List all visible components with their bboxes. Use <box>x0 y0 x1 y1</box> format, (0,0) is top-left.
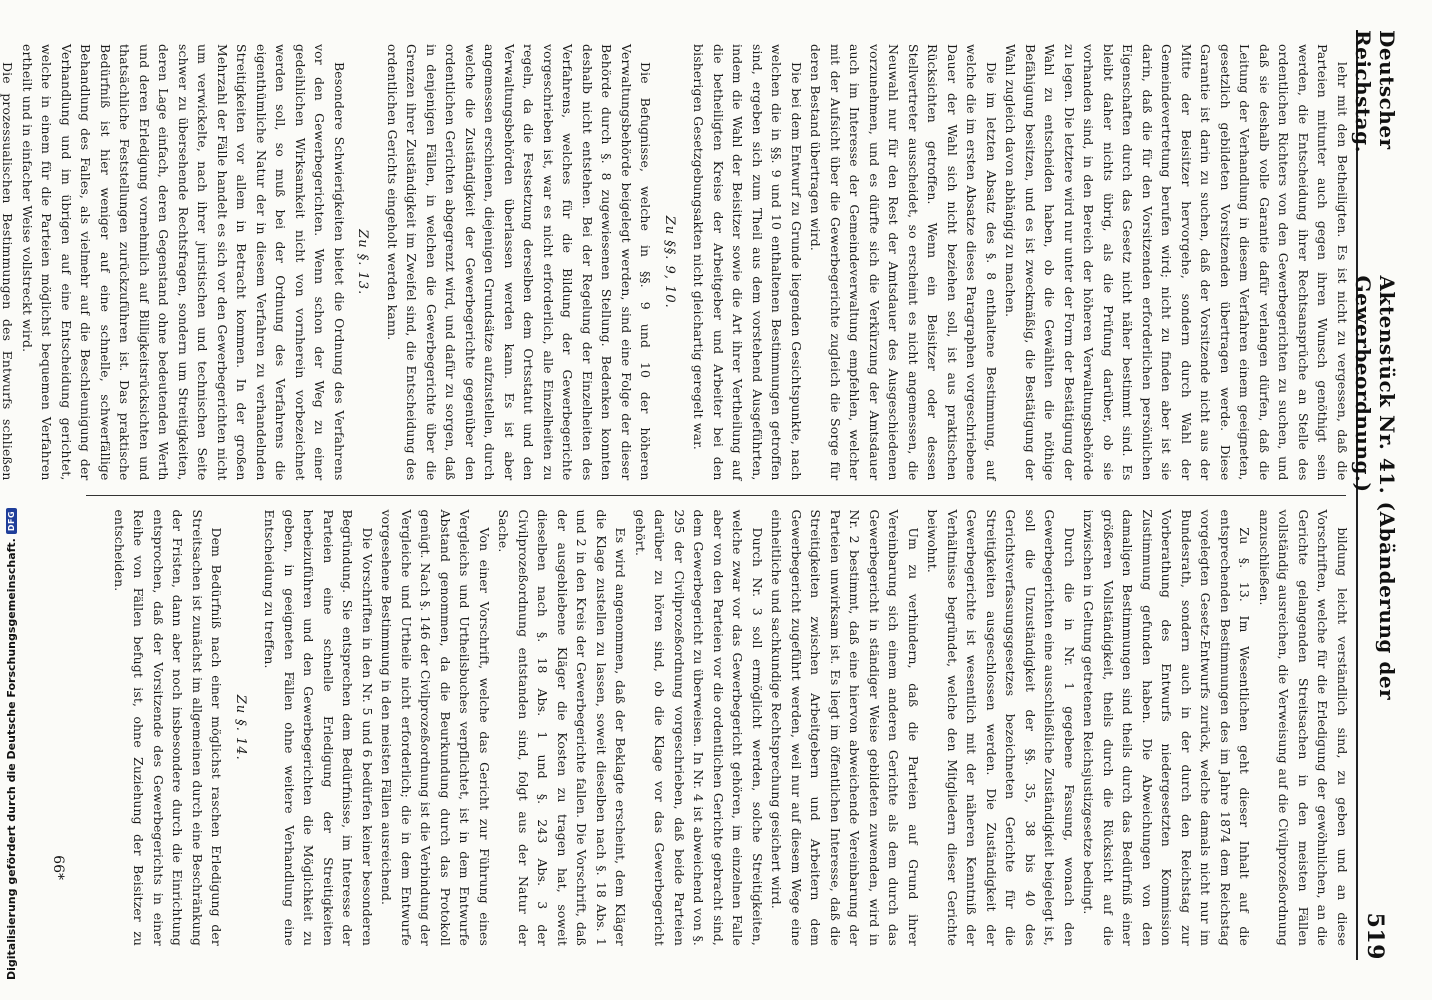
header-left-title: Deutscher Reichstag. <box>1351 30 1399 154</box>
right-column <box>46 496 1352 961</box>
page-header <box>1351 30 1399 960</box>
paragraph: Die prozessualischen Bestimmungen des Entwurfs schließen <box>0 62 16 481</box>
digitization-credit <box>2 20 18 980</box>
paragraph: lehr mit den Betheiligten. Es ist nicht zu vergessen, daß die Parteien mitunter auch gegen ihren Wunsch genöthigt sein werden, die Entscheidung ihrer Rechtsansprüche an Stelle des ordentlichen Richters von den Gewerbegerichten zu suchen, und daß sie deshalb volle Garantie dafür verlangen dürfen, daß die Leitung der Verhandlung in diesem Verfahren einem geeigneten, gesetzlich gebildeten Vorsitzenden übertragen werde. Diese Garantie ist darin zu suchen, daß der Vorsitzende nicht aus der Mitte der Beisitzer hervorgehe, sondern durch Wahl der Gemeindevertretung berufen wird; nicht zu finden aber ist sie darin, daß die für den Vorsitzenden erforderlichen persönlichen Eigenschaften durch das Gesetz nicht näher bestimmt sind. Es bleibt daher nichts übrig, als die Prüfung darüber, ob sie vorhanden sind, in den Bereich der höheren Verwaltungsbehörde zu legen. Die letztere wird nur unter der Form der Bestätigung der Wahl zu entscheiden haben, ob die Gewählten die nöthige Befähigung besitzen, und es ist zweckmäßig, die Bestätigung der Wahl zugleich davon abhängig zu machen. <box>1003 44 1350 481</box>
paragraph: Die im letzten Absatz des §. 8 enthaltene Bestimmung, auf welche die im ersten Absatze dieses Paragraphen vorgeschriebene Dauer der Wahl sich nicht beziehen soll, ist aus praktischen Rücksichten getroffen. Wenn ein Beisitzer oder dessen Stellvertreter ausscheidet, so erscheint es nicht angemessen, die Neuwahl nur für den Rest der Amtsdauer des Ausgeschiedenen vorzunehmen, und es dürfte sich die Verkürzung der Amtsdauer auch im Interesse der Gemeindeverwaltung empfehlen, welcher mit der Aufsicht über die Gewerbegerichte zugleich die Sorge für deren Bestand übertragen wird. <box>808 44 999 481</box>
section-heading: Zu §. 13. <box>355 229 371 296</box>
page-number: 519 <box>1362 912 1388 960</box>
paragraph: Besondere Schwierigkeiten bietet die Ordnung des Verfahrens vor den Gewerbegerichten. Wenn schon der Weg zu einer gedeihlichen Wirksamkeit nicht von vornherein vorbezeichnet werden soll, so muß bei der Ordnung des Verfahrens die eigenthümliche Natur der in diesem Verfahren zu verhandelnden Streitigkeiten vor allem in Betracht kommen. In der großen Mehrzahl der Fälle handelt es sich vor den Gewerbegerichten nicht um verwickelte, nach ihrer juristischen und technischen Seite schwer zu übersehende Rechtsfragen, sondern um Streitigkeiten, deren Lage einfach, deren Gegenstand ohne bedeutenden Werth und deren Erledigung vornehmlich auf Billigkeitsrücksichten und thatsächliche Feststellungen zurückzuführen ist. Das praktische Bedürfniß ist hier weniger auf eine schnelle, schwerfällige Behandlung des Falles, als vielmehr auf die Beschleunigung der Verhandlung und im übrigen auf eine Entscheidung gerichtet, welche in einem für die Parteien möglichst bequemen Verfahren ertheilt und in einfacher Weise vollstreckt wird. <box>20 44 347 481</box>
section-heading: Zu §§. 9, 10. <box>662 215 677 309</box>
signature-mark: 66* <box>50 855 66 880</box>
paragraph: Von einer Vorschrift, welche das Gericht zur Führung eines Vergleichs und Urtheilsbuches verpflichtet, ist in dem Entwurfe Abstand genommen, da die Beurkundung durch das Protokoll genügt. Nach §. 146 der Civilprozeßordnung ist die Verbindung der Vergleiche und Urtheile nicht erforderlich; die in dem Entwurfe vorgesehene Bestimmung in den meisten Fällen ausreichend. <box>379 509 492 946</box>
paragraph: bildung leicht verständlich sind, zu geben und an diese Vorschriften, welche für die Erledigung der gewöhnlichen, an die Gerichte gelangenden Streitsachen in den meisten Fällen vollständig ausreichen, die Verweisung auf die Civilprozeßordnung anzuschließen. <box>1257 509 1350 946</box>
header-right-title: Aktenstück Nr. 41. (Abänderung der Gewerbeordnung.) <box>1351 275 1399 701</box>
paragraph: Die Vorschriften in den Nr. 5 und 6 bedürfen keiner besonderen Begründung. Sie entsprechen dem Bedürfnisse, im Interesse der Parteien eine schnelle Erledigung der Streitigkeiten herbeizuführen und den Gewerbegerichten die Möglichkeit zu geben, in geeigneten Fällen ohne weitere Verhandlung eine Entscheidung zu treffen. <box>262 509 375 946</box>
paragraph: Durch Nr. 3 soll ermöglicht werden, solche Streitigkeiten, welche zwar vor das Gewerbegericht gehören, im einzelnen Falle aber von den Parteien vor die ordentlichen Gerichte gebracht sind, dem Gewerbegericht zu überweisen. In Nr. 4 ist abweichend von §. 295 der Civilprozeßordnung vorgeschrieben, daß beide Parteien darüber zu hören sind, ob die Klage vor das Gewerbegericht gehört. <box>633 509 765 946</box>
left-column <box>0 30 1352 495</box>
section-heading: Zu §. 14. <box>233 694 248 761</box>
dfg-logo-icon: DFG <box>6 508 17 534</box>
paragraph: Die bei dem Entwurf zu Grunde liegenden Gesichtspunkte, nach welchen die in §§. 9 und 10 enthaltenen Bestimmungen getroffen sind, ergeben sich zum Theil aus dem vorstehend Ausgeführten, indem die Wahl der Beisitzer sowie die Art ihrer Vertheilung auf die betheiligten Kreise der Arbeitgeber und Arbeiter bei den bisherigen Gesetzgebungsakten nicht gleichartig geregelt war. <box>691 44 804 481</box>
paragraph: Durch die in Nr. 1 gegebene Fassung, wonach den Gewerbegerichten eine ausschließliche Zuständigkeit beigelegt ist, soll die Unzuständigkeit der §§. 35, 38 bis 40 des Gerichtsverfassungsgesetzes bezeichneten Gerichte für die Streitigkeiten ausgeschlossen werden. Die Zuständigkeit der Gewerbegerichte ist wesentlich mit der näheren Kenntniß der Verhältnisse begründet, welche den Mitgliedern dieser Gerichte beiwohnt. <box>925 509 1077 946</box>
paragraph: Zu §. 13. Im Wesentlichen geht dieser Inhalt auf die entsprechenden Bestimmungen des im Jahre 1874 dem Reichstag vorgelegten Gesetz-Entwurfs zurück, welche damals nicht nur im Bundesrath, sondern auch in der durch den Reichstag zur Vorberathung des Entwurfs niedergesetzten Kommission Zustimmung gefunden haben. Die Abweichungen von den damaligen Bestimmungen sind theils durch das Bedürfniß einer größeren Vollständigkeit, theils durch die Rücksicht auf die inzwischen in Geltung getretenen Reichsjustizgesetze bedingt. <box>1081 509 1253 946</box>
credit-text: Digitalisierung gefördert durch die Deutsche Forschungsgemeinschaft. <box>5 538 18 980</box>
paragraph: Es wird angenommen, daß der Beklagte erscheint, dem Kläger die Klage zustellen zu lassen, soweit dieselben nach §. 18 Abs. 1 und 2 in den Kreis der Gewerbegerichte fallen. Die Vorschrift, daß der ausgebliebene Kläger die Kosten zu tragen hat, soweit dieselben nach §. 18 Abs. 1 und §. 243 Abs. 3 der Civilprozeßordnung entstanden sind, folgt aus der Natur der Sache. <box>496 509 629 946</box>
paragraph: Die Befugnisse, welche in §§. 9 und 10 der höheren Verwaltungsbehörde beigelegt werden, sind eine Folge der dieser Behörde durch §. 8 zugewiesenen Stellung. Bedenken konnten deshalb nicht entstehen. Bei der Regelung der Einzelheiten des Verfahrens, welches für die Bildung der Gewerbegerichte vorgeschrieben ist, war es nicht erforderlich, alle Einzelheiten zu regeln, da die Festsetzung derselben dem Ortsstatut und den Verwaltungsbehörden überlassen werden kann. Es ist aber angemessen erschienen, diejenigen Grundsätze aufzustellen, durch welche die Zuständigkeit der Gewerbegerichte gegenüber den ordentlichen Gerichten abgegrenzt wird, und dafür zu sorgen, daß in denjenigen Fällen, in welchen die Gewerbegerichte über die Grenzen ihrer Zuständigkeit im Zweifel sind, die Entscheidung des ordentlichen Gerichts eingeholt werden kann. <box>385 44 654 481</box>
paragraph: Dem Bedürfniß nach einer möglichst raschen Erledigung der Streitsachen ist zunächst im allgemeinen durch eine Beschränkung der Fristen, dann aber noch insbesondere durch die Einrichtung entsprochen, daß der Vorsitzende des Gewerbegerichts in einer Reihe von Fällen befugt ist, ohne Zuziehung der Beisitzer zu entscheiden. <box>112 509 225 946</box>
paragraph: Um zu verhindern, daß die Parteien auf Grund ihrer Vereinbarung sich einem anderen Gerichte als dem durch das Gewerbegericht in ständiger Weise gebildeten zuwenden, wird in Nr. 2 bestimmt, daß eine hiervon abweichende Vereinbarung der Parteien unwirksam ist. Es liegt im öffentlichen Interesse, daß die Streitigkeiten zwischen Arbeitgebern und Arbeitern dem Gewerbegericht zugeführt werden, weil nur auf diesem Wege eine einheitliche und sachkundige Rechtsprechung gesichert wird. <box>769 509 921 946</box>
